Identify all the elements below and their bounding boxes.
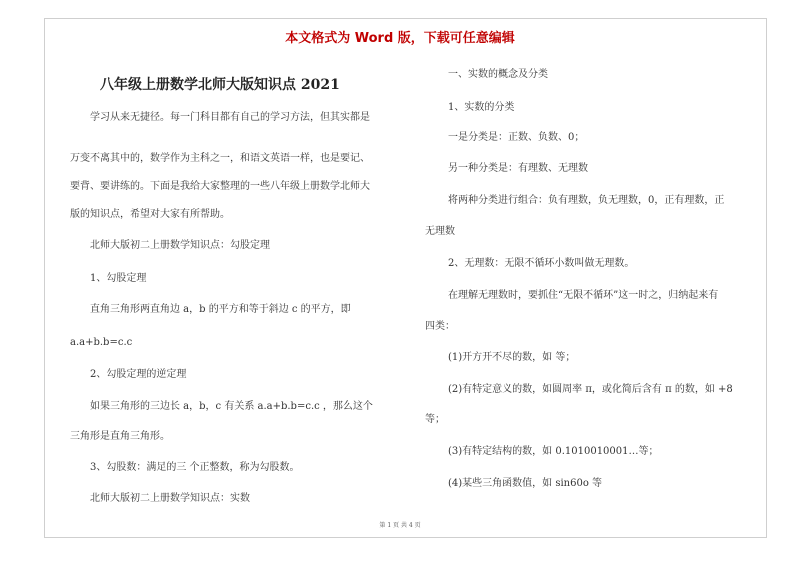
list-item: (1)开方开不尽的数，如 等；: [448, 352, 576, 363]
list-item: (2)有特定意义的数，如圆周率 π，或化简后含有 π 的数，如 +8: [448, 384, 733, 395]
paragraph-line: 学习从来无捷径。每一门科目都有自己的学习方法，但其实都是: [90, 112, 370, 123]
frame-right: [766, 18, 767, 538]
frame-left: [44, 18, 45, 538]
paragraph-line: 版的知识点，希望对大家有所帮助。: [70, 209, 230, 220]
paragraph-line: 直角三角形两直角边 a，b 的平方和等于斜边 c 的平方，即: [90, 304, 351, 315]
paragraph-line: 四类：: [425, 321, 455, 332]
frame-bottom: [44, 537, 767, 538]
page-footer: 第 1 页 共 4 页: [379, 522, 421, 529]
paragraph-line: 无理数: [425, 226, 455, 237]
subheading: 2、勾股定理的逆定理: [90, 369, 187, 380]
section-heading: 北师大版初二上册数学知识点：勾股定理: [90, 240, 270, 251]
list-item: (4)某些三角函数值，如 sin60o 等: [448, 478, 603, 489]
page-title: 八年级上册数学北师大版知识点 2021: [100, 77, 340, 93]
paragraph-line: 将两种分类进行组合：负有理数，负无理数，0，正有理数，正: [448, 195, 725, 206]
paragraph-line: 一是分类是：正数、负数、0；: [448, 132, 585, 143]
paragraph-line: 三角形是直角三角形。: [70, 431, 170, 442]
section-heading: 北师大版初二上册数学知识点：实数: [90, 493, 250, 504]
paragraph-line: 2、无理数：无限不循环小数叫做无理数。: [448, 258, 635, 269]
paragraph-line: 要背、要讲练的。下面是我给大家整理的一些八年级上册数学北师大: [70, 181, 370, 192]
section-heading: 一、实数的概念及分类: [448, 69, 548, 80]
paragraph-line: 3、勾股数：满足的三 个正整数，称为勾股数。: [90, 462, 300, 473]
paragraph-line: 在理解无理数时，要抓住“无限不循环”这一时之，归纳起来有: [448, 290, 719, 301]
word-banner: 本文格式为 Word 版，下载可任意编辑: [285, 31, 515, 46]
subheading: 1、实数的分类: [448, 102, 515, 113]
paragraph-line: 如果三角形的三边长 a，b，c 有关系 a.a+b.b=c.c ，那么这个: [90, 401, 373, 412]
paragraph-line: 万变不离其中的，数学作为主科之一，和语文英语一样，也是要记、: [70, 153, 370, 164]
list-item: 等；: [425, 414, 445, 425]
paragraph-line: 另一种分类是：有理数、无理数: [448, 163, 588, 174]
list-item: (3)有特定结构的数，如 0.1010010001…等；: [448, 446, 659, 457]
frame-top: [44, 18, 767, 19]
formula-line: a.a+b.b=c.c: [70, 337, 133, 348]
subheading: 1、勾股定理: [90, 273, 147, 284]
